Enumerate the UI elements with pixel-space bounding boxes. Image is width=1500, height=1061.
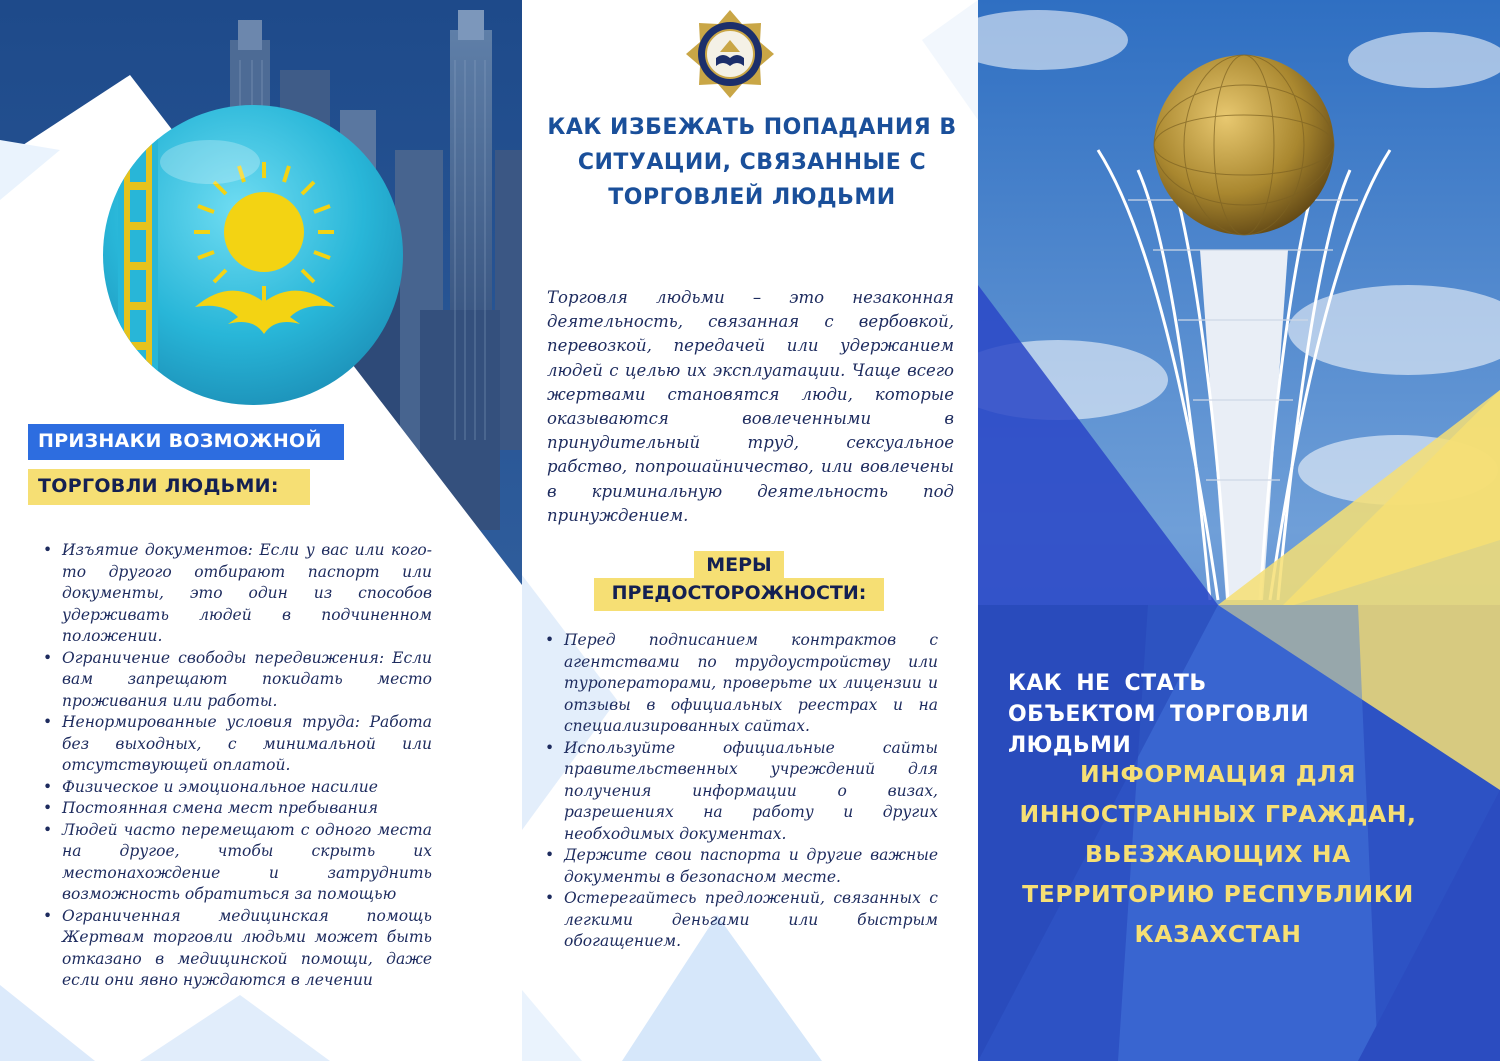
list-item: • Ограниченная медицинская помощь Жертвам торговли людьми может быть отказано в медицинской помощи, даже если они явно нуждаются в лечении	[40, 906, 432, 992]
list-item: • Ограничение свободы передвижения: Если вам запрещают покидать место проживания или работы.	[40, 648, 432, 713]
list-item: • Остерегайтесь предложений, связанных с легкими деньгами или быстрым обогащением.	[542, 888, 938, 953]
academy-emblem-icon	[684, 8, 776, 100]
trafficking-definition: Торговля людьми – это незаконная деятельность, связанная с вербовкой, перевозкой, передачей или удержанием людей с целью их эксплуатации. Чаще всего жертвами становятся люди, которые оказываются вовлеченными в принудительный труд, сексуальное рабство, попрошайничество, или вовлечены в криминальную деятельность под принуждением.	[547, 288, 954, 525]
measures-heading-line1: МЕРЫ	[694, 551, 784, 578]
signs-heading-line1: ПРИЗНАКИ ВОЗМОЖНОЙ	[28, 424, 344, 460]
signs-heading-line2: ТОРГОВЛИ ЛЮДЬМИ:	[28, 469, 310, 505]
middle-panel	[522, 0, 978, 1061]
list-item: • Физическое и эмоциональное насилие	[40, 777, 432, 799]
measures-heading-line2: ПРЕДОСТОРОЖНОСТИ:	[594, 578, 884, 611]
right-panel	[978, 0, 1500, 1061]
precautions-list	[542, 630, 938, 953]
list-item: • Держите свои паспорта и другие важные документы в безопасном месте.	[542, 845, 938, 888]
list-item: • Людей часто перемещают с одного места на другое, чтобы скрыть их местонахождение и затруднить возможность обратиться за помощью	[40, 820, 432, 906]
signs-list	[40, 540, 432, 992]
left-panel	[0, 0, 522, 1061]
list-item: • Перед подписанием контрактов с агентствами по трудоустройству или туроператорами, проверьте их лицензии и отзывы в официальных реестрах и на специализированных сайтах.	[542, 630, 938, 738]
list-item: • Изъятие документов: Если у вас или кого-то другого отбирают паспорт или документы, это один из способов удерживать людей в подчиненном положении.	[40, 540, 432, 648]
list-item: • Ненормированные условия труда: Работа без выходных, с минимальной или отсутствующей оплатой.	[40, 712, 432, 777]
right-subtitle: КАК НЕ СТАТЬ ОБЪЕКТОМ ТОРГОВЛИ ЛЮДЬМИ	[1008, 671, 1310, 758]
list-item: • Постоянная смена мест пребывания	[40, 798, 432, 820]
kazakhstan-flag-ball-icon	[100, 102, 406, 408]
right-main-title: ИНФОРМАЦИЯ ДЛЯ ИННОСТРАННЫХ ГРАЖДАН, ВЬЕЗЖАЮЩИХ НА ТЕРРИТОРИЮ РЕСПУБЛИКИ КАЗАХСТАН	[1019, 760, 1417, 948]
middle-title: КАК ИЗБЕЖАТЬ ПОПАДАНИЯ В СИТУАЦИИ, СВЯЗАННЫЕ С ТОРГОВЛЕЙ ЛЮДЬМИ	[547, 115, 957, 210]
list-item: • Используйте официальные сайты правительственных учреждений для получения информации о визах, разрешениях на работу и других необходимых документах.	[542, 738, 938, 846]
